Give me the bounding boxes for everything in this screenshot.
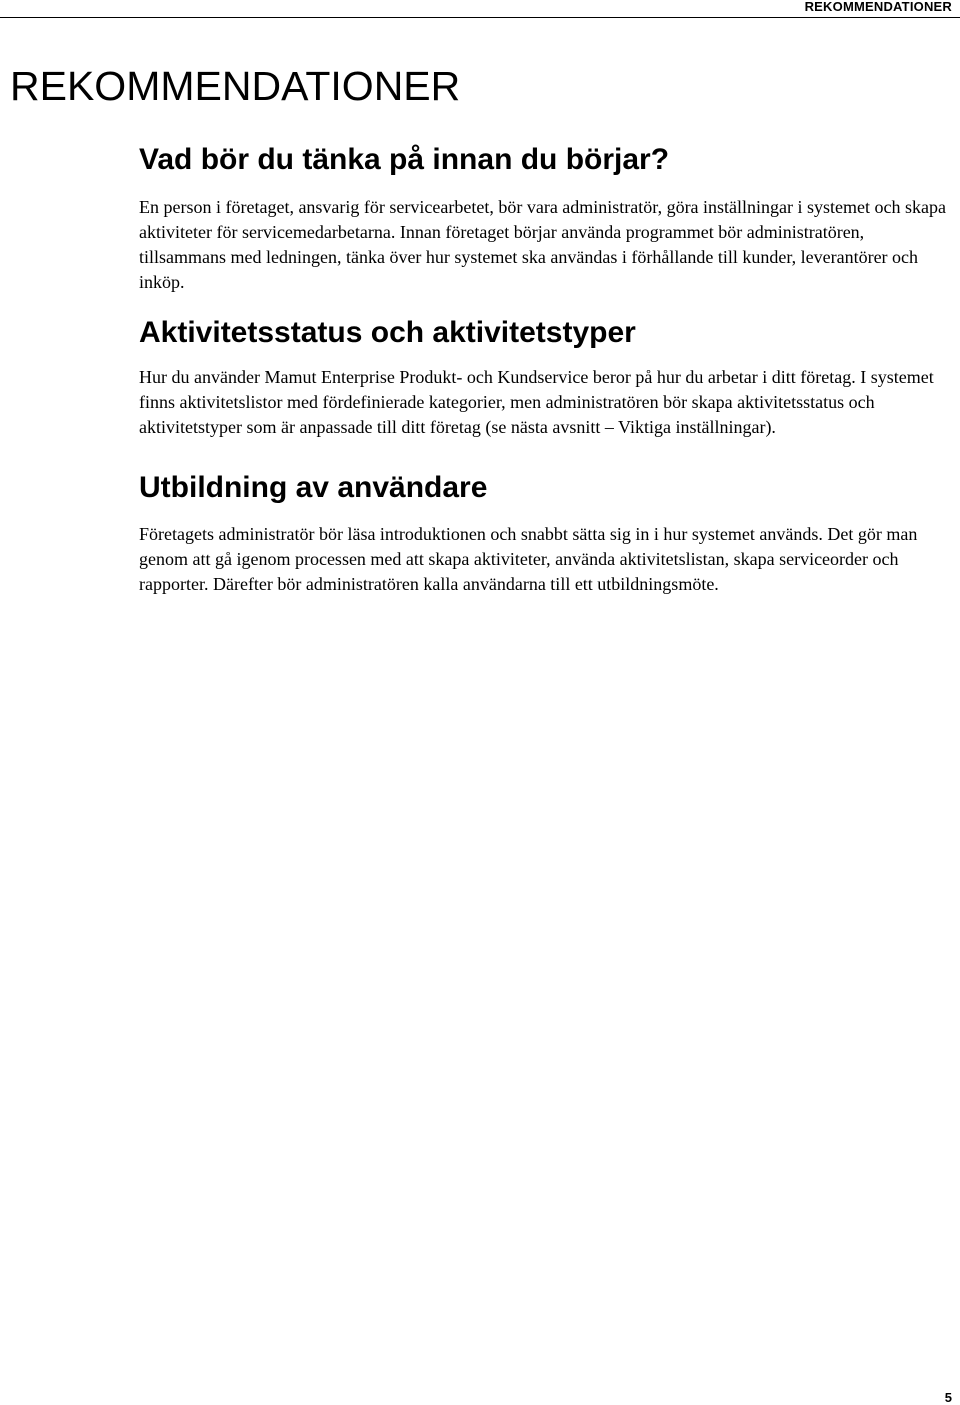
section-activity-status [139,313,949,440]
section-paragraph: Företagets administratör bör läsa introduktionen och snabbt sätta sig in i hur systemet används. Det gör man genom att gå igenom processen med att skapa aktiviteter, använda aktivitetslistan, skapa serviceorder och rapporter. Därefter bör administratören kalla användarna till ett utbildningsmöte. [139,524,918,594]
section-heading: Utbildning av användare [139,471,488,504]
page-content [139,140,949,597]
section-heading: Aktivitetsstatus och aktivitetstyper [139,316,636,349]
running-header: REKOMMENDATIONER [804,0,952,14]
section-heading: Vad bör du tänka på innan du börjar? [139,143,670,176]
section-user-training [139,468,949,597]
page-title: REKOMMENDATIONER [10,63,461,109]
page-number: 5 [944,1390,952,1405]
header-rule [0,17,960,18]
section-paragraph: Hur du använder Mamut Enterprise Produkt- och Kundservice beror på hur du arbetar i ditt företag. I systemet finns aktivitetslistor med fördefinierade kategorier, men administratören bör skapa aktivitetsstatus och aktivitetstyper som är anpassade till ditt företag (se nästa avsnitt – Viktiga inställningar). [139,367,934,437]
section-before-start [139,140,949,295]
section-paragraph: En person i företaget, ansvarig för servicearbetet, bör vara administratör, göra inställningar i systemet och skapa aktiviteter för servicemedarbetarna. Innan företaget börjar använda programmet bör administratören, tillsammans med ledningen, tänka över hur systemet ska användas i förhållande till kunder, leverantörer och inköp. [139,197,946,292]
